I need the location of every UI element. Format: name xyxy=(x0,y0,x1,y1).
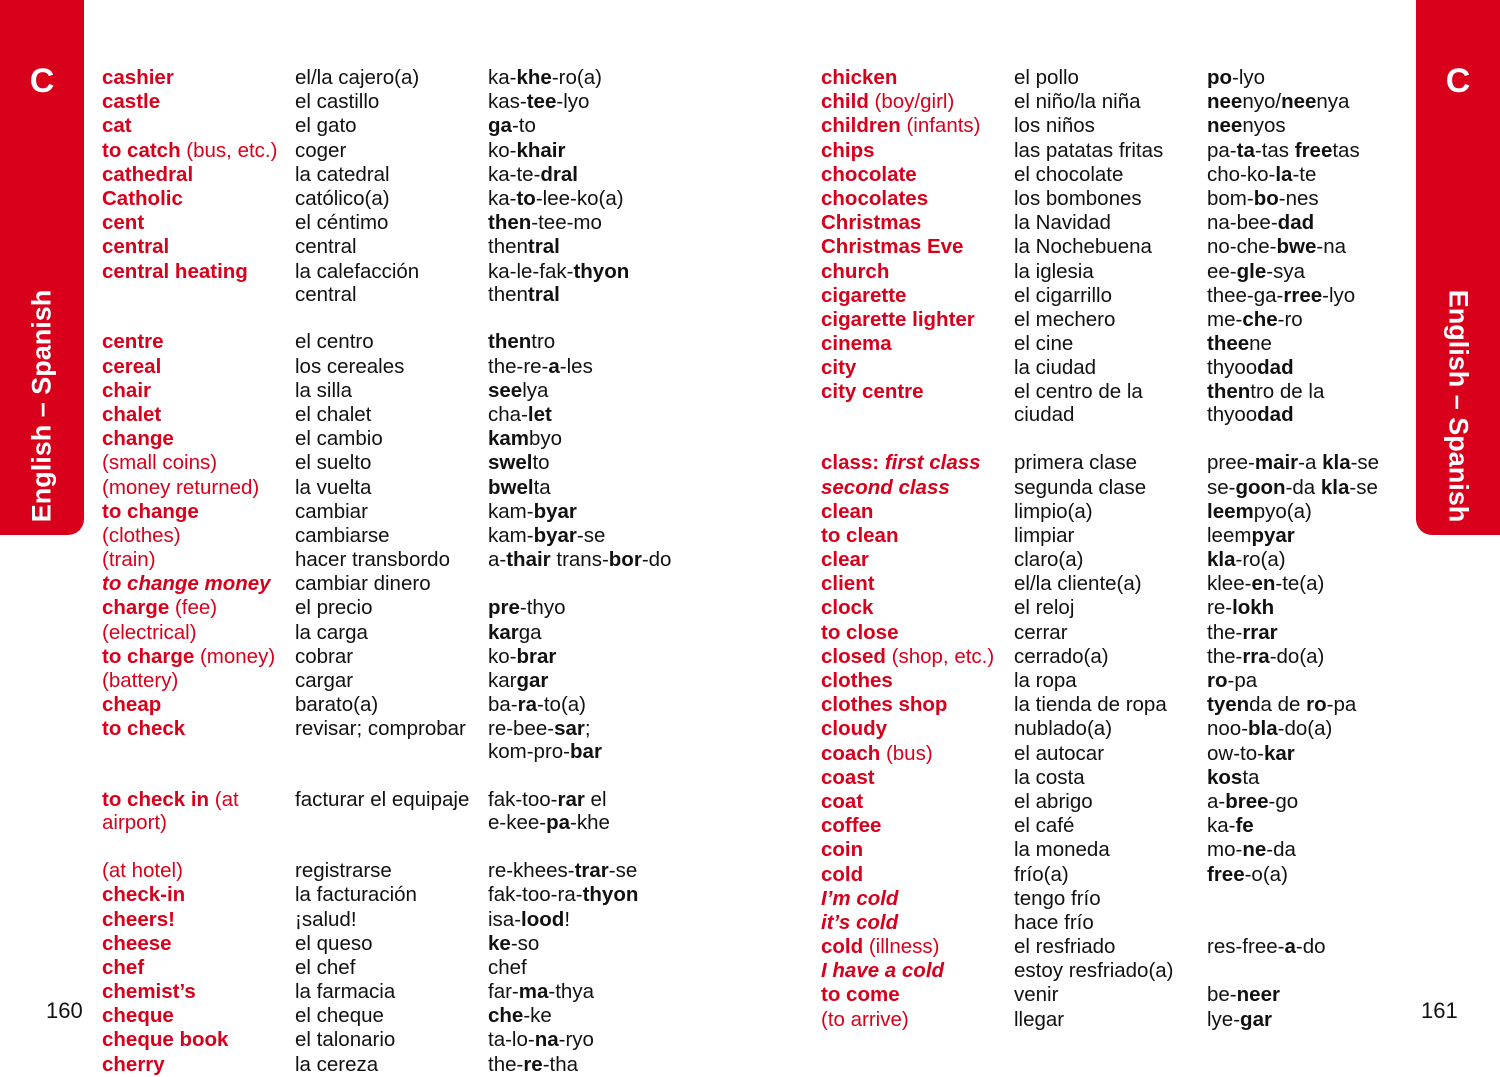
pronunciation: far-ma-thya xyxy=(488,980,594,1004)
spanish-translation: la Navidad xyxy=(1014,211,1111,235)
pronunciation: neenyos xyxy=(1207,114,1286,138)
spanish-translation: cerrar xyxy=(1014,620,1068,644)
english-term: (to arrive) xyxy=(821,1007,909,1031)
spanish-translation: los niños xyxy=(1014,114,1095,138)
english-term: to check xyxy=(102,717,186,741)
english-term: to check in (at airport) xyxy=(102,788,239,835)
pronunciation: seelya xyxy=(488,378,549,402)
english-term: cold (illness) xyxy=(821,935,940,959)
english-term: cashier xyxy=(102,66,174,89)
spanish-translation: cobrar xyxy=(295,644,354,668)
pronunciation: res-free-a-do xyxy=(1207,935,1326,959)
english-term: to clean xyxy=(821,523,899,547)
english-term: Christmas Eve xyxy=(821,235,964,259)
spanish-translation: cambiar xyxy=(295,499,368,523)
spanish-translation: el abrigo xyxy=(1014,789,1093,813)
pronunciation: thee-ga-rree-lyo xyxy=(1207,283,1356,307)
spanish-translation: las patatas fritas xyxy=(1014,138,1164,162)
spanish-translation: el cine xyxy=(1014,332,1074,356)
spanish-translation: central xyxy=(295,235,357,259)
pronunciation: fak-too-rar el e-kee-pa-khe xyxy=(488,788,610,835)
page-number-left: 160 xyxy=(46,998,83,1023)
english-term: Christmas xyxy=(821,211,922,235)
english-term: coast xyxy=(821,765,875,789)
pronunciation: kla-ro(a) xyxy=(1207,548,1286,572)
english-term: (battery) xyxy=(102,669,179,693)
spanish-translation: la ropa xyxy=(1014,669,1077,693)
english-term: cent xyxy=(102,211,145,235)
pronunciation: neenyo/neenya xyxy=(1207,90,1350,114)
pronunciation: ko-brar xyxy=(488,644,557,668)
english-term: chemist’s xyxy=(102,980,196,1004)
english-term: (train) xyxy=(102,548,156,572)
english-term: I have a cold xyxy=(821,959,945,983)
spanish-translation: el centro de la ciudad xyxy=(1014,380,1143,427)
page-number-right: 161 xyxy=(1421,998,1458,1023)
pronunciation: lye-gar xyxy=(1207,1007,1272,1031)
spanish-translation: el niño/la niña xyxy=(1014,90,1141,114)
spanish-translation: hacer transbordo xyxy=(295,548,450,572)
spanish-translation: el castillo xyxy=(295,90,380,114)
english-term: coat xyxy=(821,789,864,813)
pronunciation: re-khees-trar-se xyxy=(488,859,638,883)
pronunciation: leempyo(a) xyxy=(1207,499,1312,523)
english-term: I’m cold xyxy=(821,886,899,910)
english-term: clean xyxy=(821,499,874,523)
pronunciation: the-re-tha xyxy=(488,1052,579,1076)
english-term: child (boy/girl) xyxy=(821,90,955,114)
spanish-translation: ¡salud! xyxy=(295,907,357,931)
pronunciation: kosta xyxy=(1207,765,1260,789)
pronunciation: ka-le-fak-thyon thentral xyxy=(488,259,630,306)
pronunciation: thyoodad xyxy=(1207,356,1294,380)
spanish-translation: hace frío xyxy=(1014,910,1094,934)
spanish-translation: el café xyxy=(1014,814,1075,838)
spanish-translation: el céntimo xyxy=(295,211,389,235)
spanish-translation: facturar el equipaje xyxy=(295,788,470,812)
spanish-translation: el cheque xyxy=(295,1004,384,1028)
spanish-translation: el cambio xyxy=(295,427,383,451)
spanish-translation: el gato xyxy=(295,114,357,138)
english-term: chef xyxy=(102,955,145,979)
spanish-translation: el mechero xyxy=(1014,307,1116,331)
spanish-translation: la farmacia xyxy=(295,980,396,1004)
pronunciation: che-ke xyxy=(488,1004,552,1028)
english-term: to catch (bus, etc.) xyxy=(102,138,278,162)
spanish-translation: la moneda xyxy=(1014,838,1110,862)
spanish-translation: el chef xyxy=(295,955,356,979)
spanish-translation: la carga xyxy=(295,620,368,644)
english-term: coin xyxy=(821,838,864,862)
spanish-translation: el suelto xyxy=(295,451,372,475)
spanish-translation: los bombones xyxy=(1014,186,1142,210)
tab-letter: C xyxy=(1445,62,1471,100)
english-term: central xyxy=(102,235,170,259)
pronunciation: kambyo xyxy=(488,427,563,451)
english-term: central heating xyxy=(102,259,248,283)
english-term: (at hotel) xyxy=(102,859,183,883)
spanish-translation: coger xyxy=(295,138,347,162)
english-term: children (infants) xyxy=(821,114,981,138)
spanish-translation: estoy resfriado(a) xyxy=(1014,959,1174,983)
spanish-translation: revisar; comprobar xyxy=(295,717,466,741)
english-term: chicken xyxy=(821,66,898,89)
english-term: closed (shop, etc.) xyxy=(821,644,995,668)
english-term: cheque xyxy=(102,1004,174,1028)
pronunciation: ke-so xyxy=(488,931,540,955)
pronunciation: bwelta xyxy=(488,475,551,499)
spanish-translation: el reloj xyxy=(1014,596,1075,620)
spanish-translation: claro(a) xyxy=(1014,548,1084,572)
pronunciation: leempyar xyxy=(1207,523,1295,547)
english-term: clothes shop xyxy=(821,693,948,717)
english-term: cathedral xyxy=(102,162,194,186)
pronunciation: cha-let xyxy=(488,402,552,426)
spanish-translation: venir xyxy=(1014,983,1059,1007)
spanish-translation: primera clase xyxy=(1014,451,1138,475)
pronunciation: noo-bla-do(a) xyxy=(1207,717,1333,741)
tab-letter: C xyxy=(29,62,55,100)
english-term: (money returned) xyxy=(102,475,260,499)
pronunciation: thentro de la thyoodad xyxy=(1207,380,1325,427)
pronunciation: kam-byar-se xyxy=(488,523,606,547)
english-term: clothes xyxy=(821,669,893,693)
spanish-translation: los cereales xyxy=(295,354,405,378)
english-term: (small coins) xyxy=(102,451,218,475)
pronunciation: ka-khe-ro(a) xyxy=(488,66,602,89)
spanish-translation: llegar xyxy=(1014,1007,1065,1031)
english-term: to change xyxy=(102,499,199,523)
english-term: cinema xyxy=(821,332,892,356)
spanish-translation: la Nochebuena xyxy=(1014,235,1152,259)
thumb-tab-right xyxy=(1416,0,1500,535)
spanish-translation: cambiarse xyxy=(295,523,390,547)
pronunciation: the-rra-do(a) xyxy=(1207,644,1325,668)
english-term: clock xyxy=(821,596,874,620)
spanish-translation: barato(a) xyxy=(295,693,379,717)
tab-side-label: English – Spanish xyxy=(26,289,57,523)
pronunciation: ka-fe xyxy=(1207,814,1254,838)
pronunciation: swelto xyxy=(488,451,550,475)
tab-side-label: English – Spanish xyxy=(1443,289,1474,523)
english-term: cat xyxy=(102,114,132,138)
pronunciation: kas-tee-lyo xyxy=(488,90,590,114)
pronunciation: se-goon-da kla-se xyxy=(1207,475,1378,499)
pronunciation: isa-lood! xyxy=(488,907,571,931)
pronunciation: kargar xyxy=(488,669,549,693)
spanish-translation: cerrado(a) xyxy=(1014,644,1109,668)
pronunciation: chef xyxy=(488,955,527,979)
english-term: change xyxy=(102,427,174,451)
pronunciation: fak-too-ra-thyon xyxy=(488,883,639,907)
english-term: (clothes) xyxy=(102,523,181,547)
pronunciation: be-neer xyxy=(1207,983,1280,1007)
thumb-tab-left xyxy=(0,0,84,535)
english-term: cereal xyxy=(102,354,162,378)
spanish-translation: la ciudad xyxy=(1014,356,1097,380)
pronunciation: the-re-a-les xyxy=(488,354,593,378)
english-term: cigarette xyxy=(821,283,907,307)
english-term: cheque book xyxy=(102,1028,229,1052)
pronunciation: then-tee-mo xyxy=(488,211,602,235)
spanish-translation: el pollo xyxy=(1014,66,1079,89)
spanish-translation: la tienda de ropa xyxy=(1014,693,1167,717)
spanish-translation: registrarse xyxy=(295,859,392,883)
english-term: second class xyxy=(821,475,950,499)
spanish-translation: el queso xyxy=(295,931,373,955)
pronunciation: free-o(a) xyxy=(1207,862,1288,886)
spanish-translation: la vuelta xyxy=(295,475,372,499)
spanish-translation: limpiar xyxy=(1014,523,1075,547)
english-term: chair xyxy=(102,378,151,402)
english-term: charge (fee) xyxy=(102,596,218,620)
pronunciation: ba-ra-to(a) xyxy=(488,693,587,717)
spanish-translation: el/la cliente(a) xyxy=(1014,572,1142,596)
spanish-translation: el precio xyxy=(295,596,373,620)
pronunciation: po-lyo xyxy=(1207,66,1266,89)
pronunciation: ka-to-lee-ko(a) xyxy=(488,186,624,210)
english-term: client xyxy=(821,572,875,596)
pronunciation: theene xyxy=(1207,332,1272,356)
english-term: clear xyxy=(821,548,869,572)
pronunciation: na-bee-dad xyxy=(1207,211,1315,235)
pronunciation: a-thair trans-bor-do xyxy=(488,548,672,572)
pronunciation: a-bree-go xyxy=(1207,789,1299,813)
spanish-translation: la costa xyxy=(1014,765,1085,789)
pronunciation: pre-thyo xyxy=(488,596,566,620)
english-term: church xyxy=(821,259,890,283)
spanish-translation: tengo frío xyxy=(1014,886,1101,910)
spanish-translation: segunda clase xyxy=(1014,475,1147,499)
spanish-translation: el centro xyxy=(295,330,374,354)
english-term: to close xyxy=(821,620,899,644)
spanish-translation: limpio(a) xyxy=(1014,499,1093,523)
english-term: chalet xyxy=(102,402,162,426)
english-term: cheese xyxy=(102,931,172,955)
english-term: it’s cold xyxy=(821,910,899,934)
english-term: coffee xyxy=(821,814,882,838)
english-term: (electrical) xyxy=(102,620,197,644)
spanish-translation: cambiar dinero xyxy=(295,572,431,596)
pronunciation: pree-mair-a kla-se xyxy=(1207,451,1380,475)
spanish-translation: la catedral xyxy=(295,162,390,186)
spanish-translation: el talonario xyxy=(295,1028,396,1052)
english-term: cherry xyxy=(102,1052,165,1076)
pronunciation: ro-pa xyxy=(1207,669,1258,693)
pronunciation: ta-lo-na-ryo xyxy=(488,1028,594,1052)
pronunciation: karga xyxy=(488,620,542,644)
english-term: chocolates xyxy=(821,186,929,210)
english-term: to come xyxy=(821,983,900,1007)
spanish-translation: el/la cajero(a) xyxy=(295,66,420,89)
spanish-translation: el cigarrillo xyxy=(1014,283,1112,307)
pronunciation: pa-ta-tas freetas xyxy=(1207,138,1360,162)
pronunciation: me-che-ro xyxy=(1207,307,1303,331)
pronunciation: ga-to xyxy=(488,114,536,138)
spanish-translation: cargar xyxy=(295,669,354,693)
pronunciation: ow-to-kar xyxy=(1207,741,1295,765)
pronunciation: re-lokh xyxy=(1207,596,1275,620)
english-term: cloudy xyxy=(821,717,888,741)
spanish-translation: la facturación xyxy=(295,883,417,907)
english-term: chocolate xyxy=(821,162,917,186)
english-term: chips xyxy=(821,138,875,162)
english-term: cold xyxy=(821,862,864,886)
english-term: check-in xyxy=(102,883,186,907)
pronunciation: kam-byar xyxy=(488,499,577,523)
english-term: cheap xyxy=(102,693,162,717)
english-term: Catholic xyxy=(102,186,183,210)
pronunciation: mo-ne-da xyxy=(1207,838,1296,862)
english-term: cheers! xyxy=(102,907,175,931)
pronunciation: thentro xyxy=(488,330,556,354)
spanish-translation: la iglesia xyxy=(1014,259,1094,283)
english-term: centre xyxy=(102,330,164,354)
spanish-translation: el autocar xyxy=(1014,741,1105,765)
spanish-translation: el chocolate xyxy=(1014,162,1124,186)
pronunciation: ee-gle-sya xyxy=(1207,259,1305,283)
spanish-translation: la cereza xyxy=(295,1052,379,1076)
pronunciation: ka-te-dral xyxy=(488,162,579,186)
pronunciation: thentral xyxy=(488,235,560,259)
spanish-translation: el chalet xyxy=(295,402,372,426)
spanish-translation: la calefacción central xyxy=(295,259,420,306)
spanish-translation: frío(a) xyxy=(1014,862,1069,886)
english-term: to change money xyxy=(102,572,271,596)
pronunciation: bom-bo-nes xyxy=(1207,186,1319,210)
english-term: to charge (money) xyxy=(102,644,276,668)
english-term: city xyxy=(821,356,857,380)
pronunciation: tyenda de ro-pa xyxy=(1207,693,1357,717)
pronunciation: klee-en-te(a) xyxy=(1207,572,1325,596)
pronunciation: ko-khair xyxy=(488,138,566,162)
pronunciation: the-rrar xyxy=(1207,620,1278,644)
spanish-translation: el resfriado xyxy=(1014,935,1116,959)
english-term: cigarette lighter xyxy=(821,307,975,331)
spanish-translation: la silla xyxy=(295,378,352,402)
spanish-translation: católico(a) xyxy=(295,186,390,210)
english-term: class: first class xyxy=(821,451,981,475)
english-term: city centre xyxy=(821,380,924,404)
pronunciation: re-bee-sar; kom-pro-bar xyxy=(488,717,602,764)
pronunciation: no-che-bwe-na xyxy=(1207,235,1347,259)
english-term: coach (bus) xyxy=(821,741,933,765)
english-term: castle xyxy=(102,90,161,114)
pronunciation: cho-ko-la-te xyxy=(1207,162,1317,186)
spanish-translation: nublado(a) xyxy=(1014,717,1113,741)
